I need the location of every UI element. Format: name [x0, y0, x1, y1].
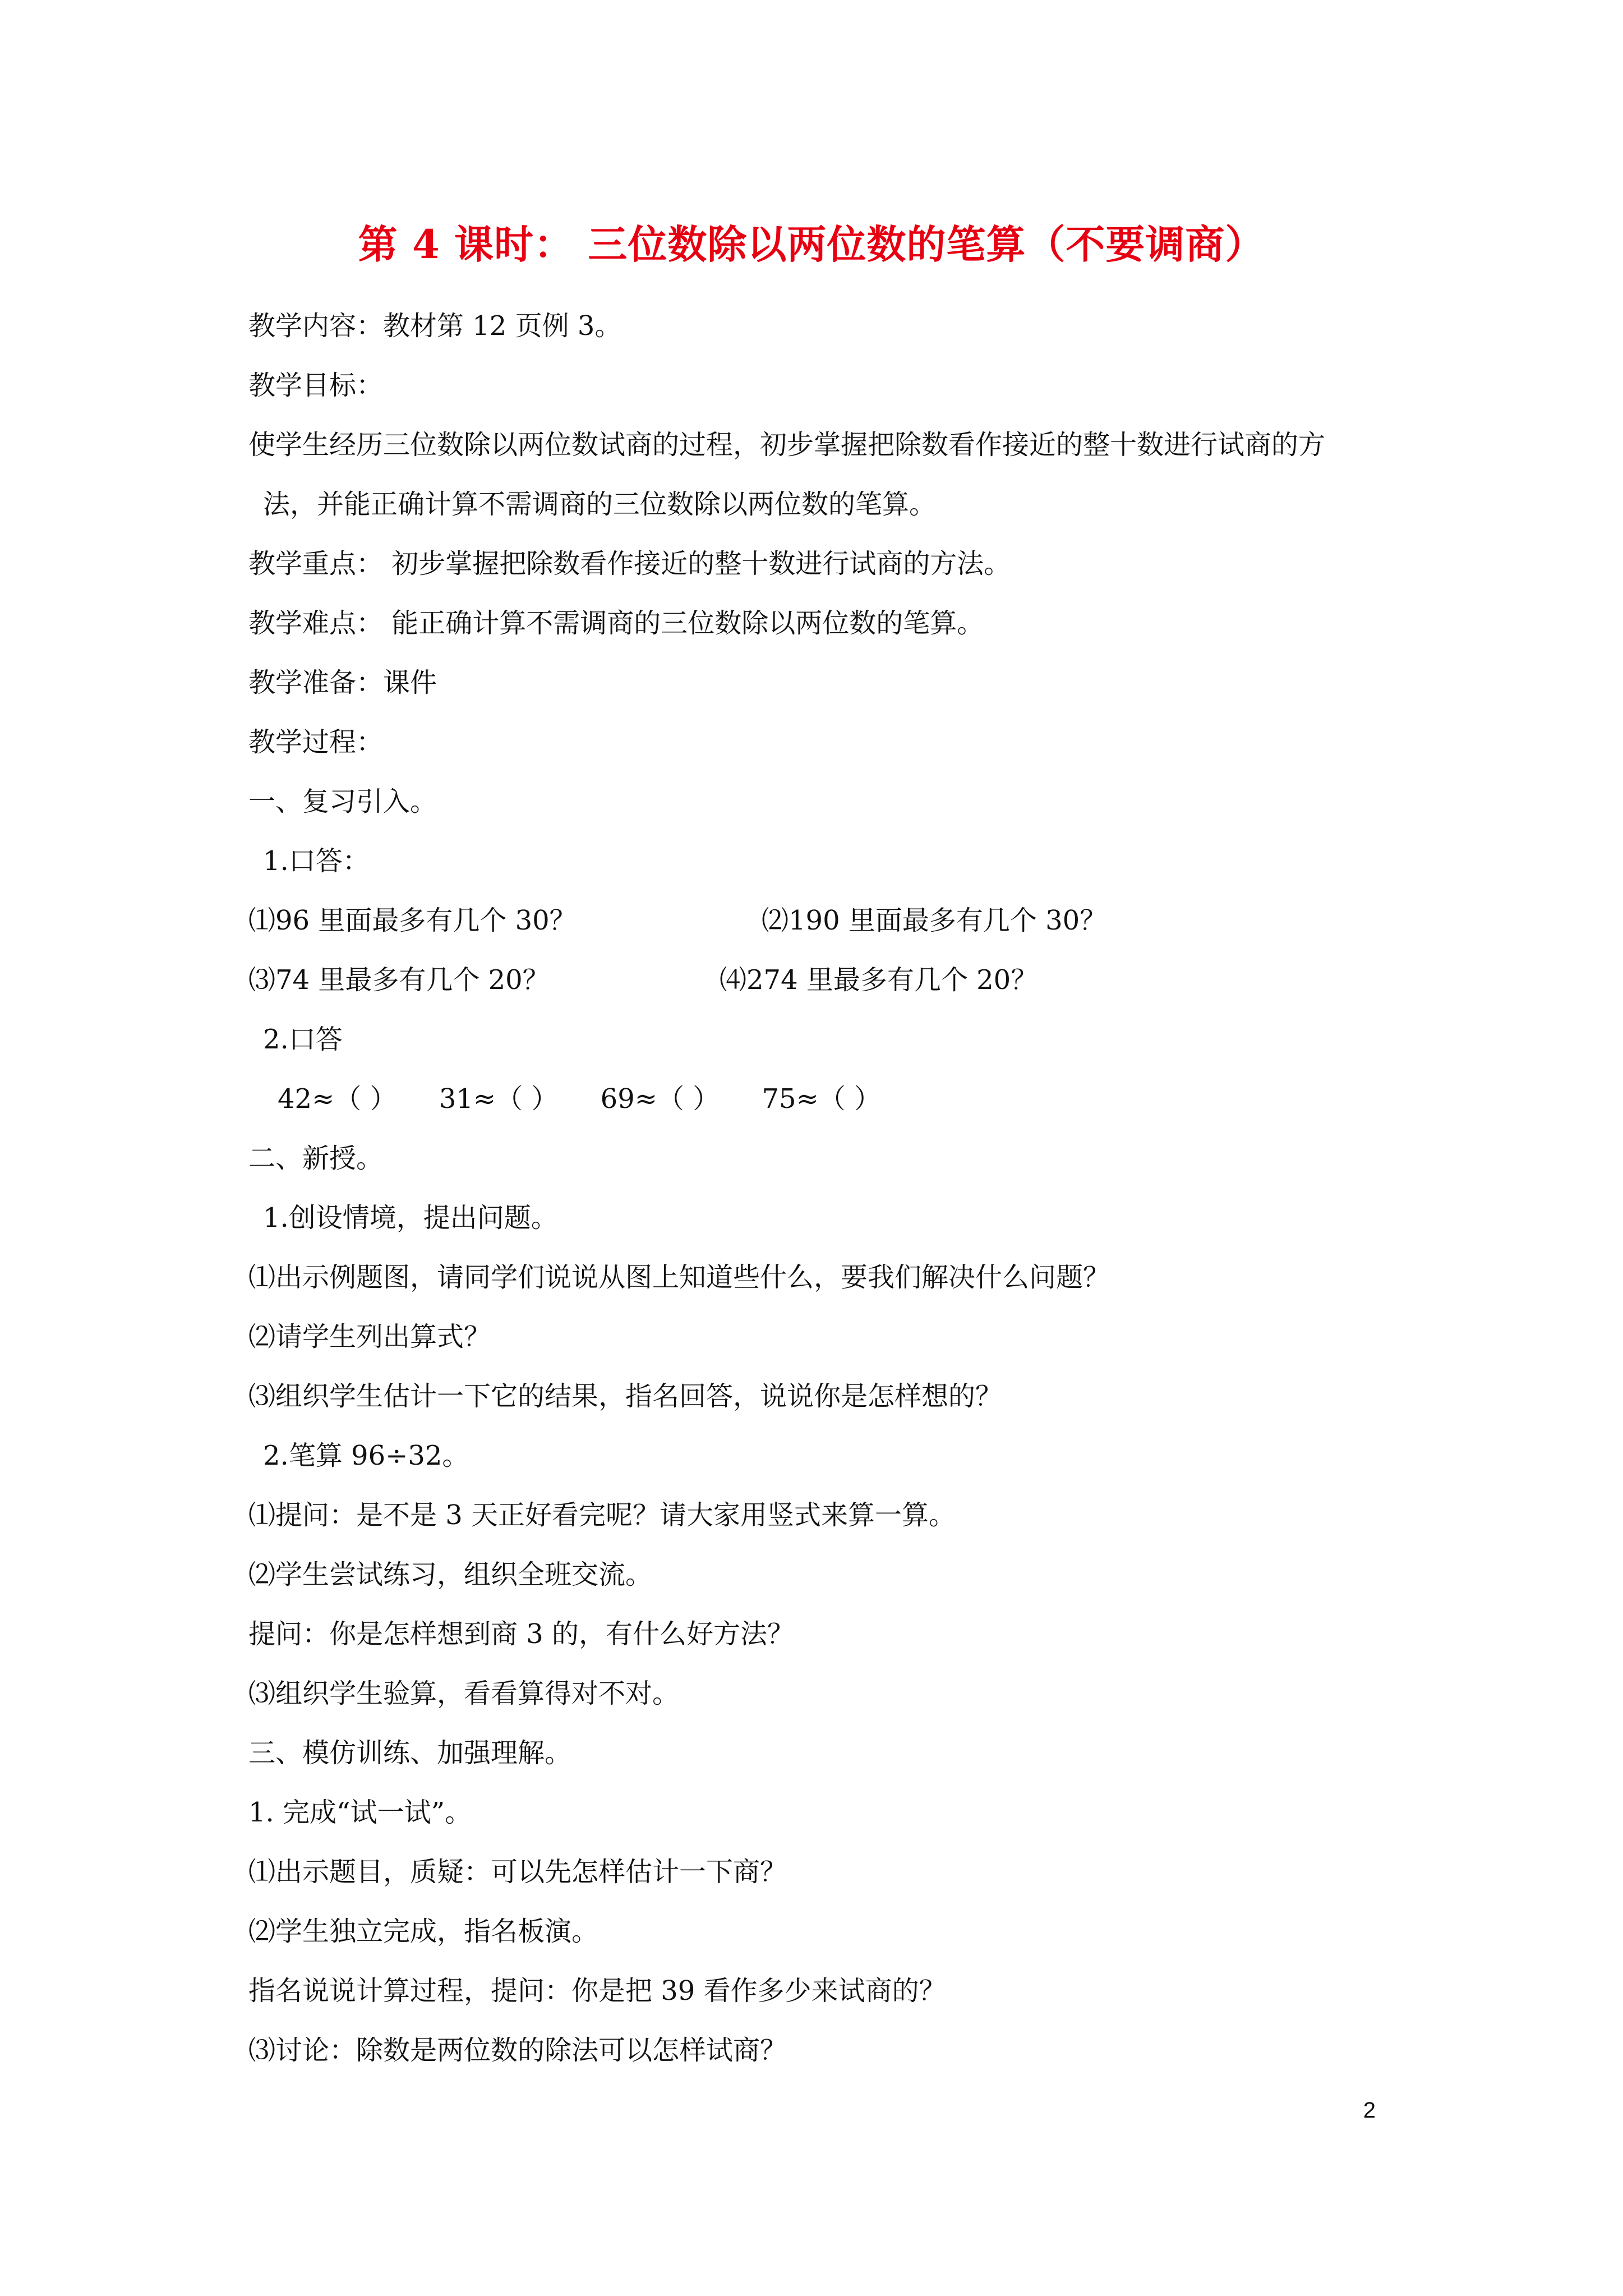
page-number: 2: [1363, 2098, 1376, 2123]
approx-75: 75≈（ ）: [762, 1083, 882, 1115]
practice-step-1c: ⑶讨论：除数是两位数的除法可以怎样试商？: [248, 2035, 787, 2066]
practice-question: 指名说说计算过程，提问：你是把 39 看作多少来试商的？: [248, 1975, 946, 2007]
section-review-heading: 一、复习引入。: [248, 786, 437, 817]
teaching-goal-line-1: 使学生经历三位数除以两位数试商的过程，初步掌握把除数看作接近的整十数进行试商的方: [248, 429, 1326, 461]
practice-step-1b: ⑵学生独立完成，指名板演。: [248, 1916, 599, 1947]
section-practice-heading: 三、模仿训练、加强理解。: [248, 1737, 572, 1769]
teaching-process-label: 教学过程：: [248, 726, 384, 758]
approx-42: 42≈（ ）: [278, 1083, 397, 1115]
lesson-body: [248, 296, 1387, 2080]
review-question-2: ⑵190 里面最多有几个 30？: [762, 905, 1107, 936]
new-lesson-step-1a: ⑴出示例题图，请同学们说说从图上知道些什么，要我们解决什么问题？: [248, 1262, 1110, 1293]
new-lesson-step-1c: ⑶组织学生估计一下它的结果，指名回答，说说你是怎样想的？: [248, 1381, 1003, 1412]
review-questions-row-2: [248, 950, 1387, 1010]
new-lesson-step-1b: ⑵请学生列出算式？: [248, 1321, 491, 1352]
practice-step-1: 1. 完成“试一试”。: [248, 1797, 472, 1828]
approx-31: 31≈（ ）: [439, 1083, 559, 1115]
teaching-key-point: 教学重点： 初步掌握把除数看作接近的整十数进行试商的方法。: [248, 548, 1011, 579]
review-oral-1: 1.口答：: [263, 845, 370, 877]
teaching-goal-label: 教学目标：: [248, 370, 384, 401]
teaching-preparation: 教学准备：课件: [248, 667, 437, 698]
practice-step-1a: ⑴出示题目，质疑：可以先怎样估计一下商？: [248, 1856, 787, 1888]
approx-69: 69≈（ ）: [600, 1083, 720, 1115]
new-lesson-step-2b: ⑵学生尝试练习，组织全班交流。: [248, 1559, 653, 1590]
review-question-1: ⑴96 里面最多有几个 30？: [248, 905, 577, 936]
new-lesson-step-2c: ⑶组织学生验算，看看算得对不对。: [248, 1678, 680, 1709]
teaching-content: 教学内容：教材第 12 页例 3。: [248, 310, 622, 342]
review-questions-row-1: [248, 891, 1387, 950]
teaching-difficulty: 教学难点： 能正确计算不需调商的三位数除以两位数的笔算。: [248, 608, 984, 639]
new-lesson-step-1: 1.创设情境，提出问题。: [263, 1202, 558, 1234]
teaching-goal-line-2: 法，并能正确计算不需调商的三位数除以两位数的笔算。: [263, 489, 937, 520]
new-lesson-step-2: 2.笔算 96÷32。: [263, 1440, 469, 1471]
new-lesson-step-2a: ⑴提问：是不是 3 天正好看完呢？请大家用竖式来算一算。: [248, 1499, 956, 1531]
section-new-lesson-heading: 二、新授。: [248, 1143, 384, 1174]
approximation-row: [248, 1069, 1387, 1129]
review-question-3: ⑶74 里最多有几个 20？: [248, 964, 550, 996]
new-lesson-question: 提问：你是怎样想到商 3 的，有什么好方法？: [248, 1618, 795, 1650]
review-question-4: ⑷274 里最多有几个 20？: [720, 964, 1038, 996]
lesson-title: 第 4 课时： 三位数除以两位数的笔算（不要调商）: [358, 221, 1265, 268]
review-oral-2: 2.口答: [263, 1024, 343, 1055]
